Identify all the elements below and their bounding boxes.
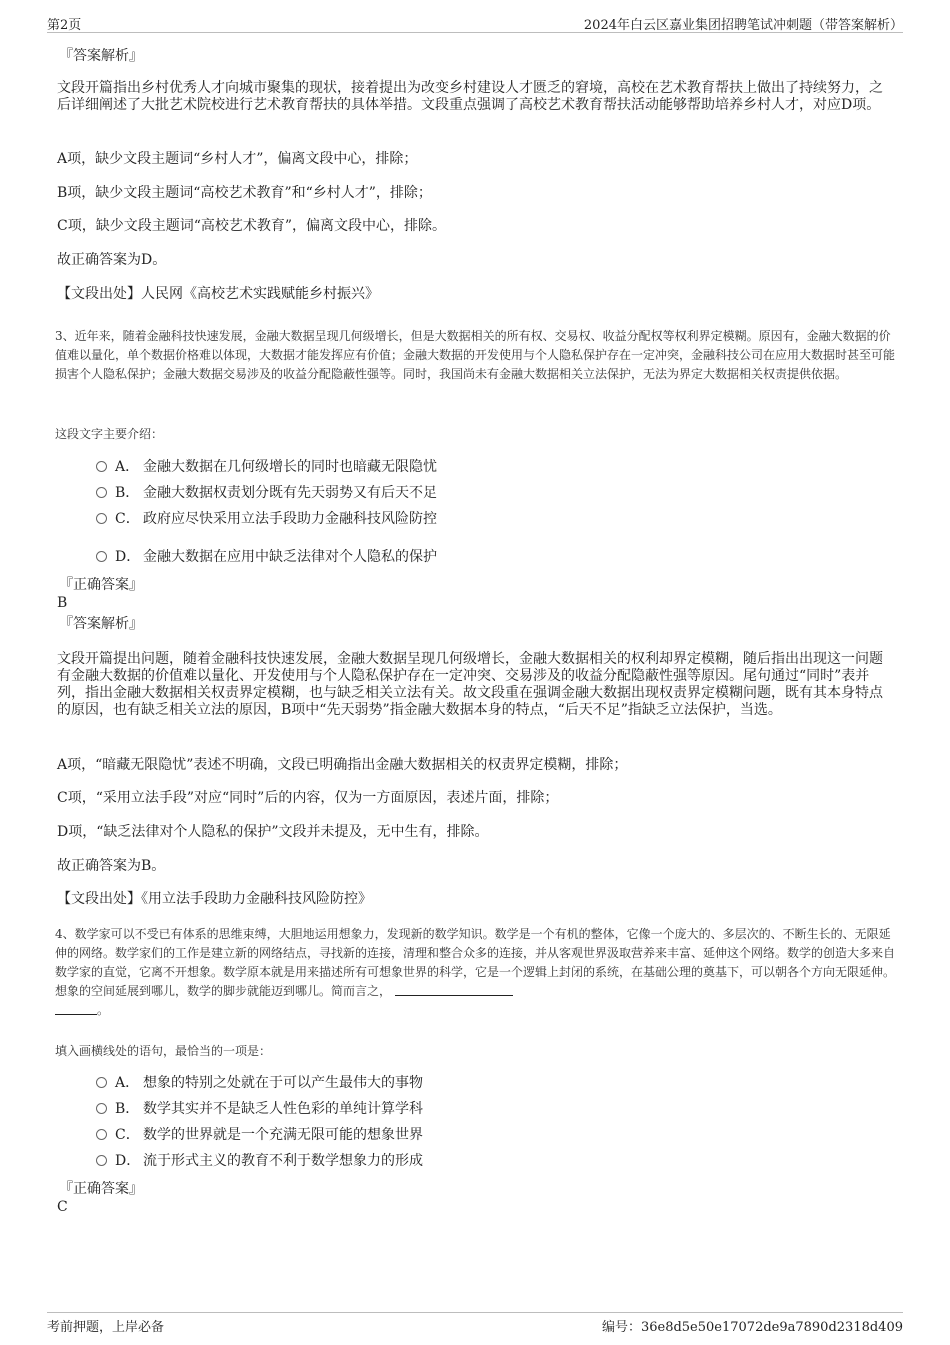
page-footer xyxy=(47,1312,903,1335)
radio-icon[interactable] xyxy=(96,1103,107,1114)
answer-analysis-label: 『答案解析』 xyxy=(59,48,143,64)
question-4-option-b[interactable]: B． 数学其实并不是缺乏人性色彩的单纯计算学科 xyxy=(96,1099,423,1119)
answer-analysis-text: 文段开篇提出问题，随着金融科技快速发展，金融大数据呈现几何级增长，金融大数据相关的权利却界定模糊，随后指出出现这一问题有金融大数据的价值难以量化、开发使用与个人隐私保护存在一定冲突、交易涉及的收益分配隐蔽性强等原因。尾句通过“同时”表并列，指出金融大数据相关权责界定模糊，也与缺乏相关立法有关。故文段重在强调金融大数据出现权责界定模糊问题，既有其本身特点的原因，也有缺乏相关立法的原因，B项中“先天弱势”指金融大数据本身的特点，“后天不足”指缺乏立法保护，当选。 xyxy=(57,651,883,718)
answer-analysis-text: 文段开篇指出乡村优秀人才向城市聚集的现状，接着提出为改变乡村建设人才匮乏的窘境，高校在艺术教育帮扶上做出了持续努力，之后详细阐述了大批艺术院校进行艺术教育帮扶的具体举措。文段重点强调了高校艺术教育帮扶活动能够帮助培养乡村人才，对应D项。 xyxy=(57,80,883,113)
option-c-analysis: C项，“采用立法手段”对应“同时”后的内容，仅为一方面原因，表述片面，排除； xyxy=(57,790,559,806)
question-4-option-c[interactable]: C． 数学的世界就是一个充满无限可能的想象世界 xyxy=(96,1125,423,1145)
question-3-option-b[interactable]: B． 金融大数据权责划分既有先天弱势又有后天不足 xyxy=(96,483,437,503)
correct-answer-label: 『正确答案』 xyxy=(59,577,143,593)
correct-answer: B xyxy=(57,595,68,611)
question-3-option-c[interactable]: C． 政府应尽快采用立法手段助力金融科技风险防控 xyxy=(96,509,437,529)
question-3-option-d[interactable]: D． 金融大数据在应用中缺乏法律对个人隐私的保护 xyxy=(96,547,437,567)
radio-icon[interactable] xyxy=(96,1129,107,1140)
question-4-stem: 4、数学家可以不受已有体系的思维束缚，大胆地运用想象力，发现新的数学知识。数学是一个有机的整体，它像一个庞大的、多层次的、不断生长的、无限延伸的网络。数学家们的工作是建立新的网络结点，寻找新的连接，清理和整合众多的连接，并从客观世界汲取营养来丰富、延伸这个网络。数学的创造大多来自数学家的直觉，它离不开想象。数学原本就是用来描述所有可想象世界的科学，它是一个逻辑上封闭的系统，在基础公理的奠基下，可以朝各个方向无限延伸。想象的空间延展到哪儿，数学的脚步就能迈到哪儿。简而言之， 。 xyxy=(55,927,896,1017)
fill-blank-line xyxy=(395,983,513,996)
question-4-prompt: 填入画横线处的语句，最恰当的一项是： xyxy=(55,1044,272,1058)
radio-icon[interactable] xyxy=(96,551,107,562)
question-3-prompt: 这段文字主要介绍： xyxy=(55,427,164,441)
radio-icon[interactable] xyxy=(96,1077,107,1088)
answer-analysis-label: 『答案解析』 xyxy=(59,616,143,632)
radio-icon[interactable] xyxy=(96,513,107,524)
radio-icon[interactable] xyxy=(96,461,107,472)
correct-answer: C xyxy=(57,1199,68,1215)
radio-icon[interactable] xyxy=(96,487,107,498)
passage-source: 【文段出处】人民网《高校艺术实践赋能乡村振兴》 xyxy=(57,286,379,302)
question-4-option-a[interactable]: A． 想象的特别之处就在于可以产生最伟大的事物 xyxy=(96,1073,423,1093)
document-title: 2024年白云区嘉业集团招聘笔试冲刺题（带答案解析） xyxy=(583,18,903,33)
question-3-stem: 3、近年来，随着金融科技快速发展，金融大数据呈现几何级增长，但是大数据相关的所有权、交易权、收益分配权等权利界定模糊。原因有，金融大数据的价值难以量化，单个数据价格难以体现，大数据才能发挥应有价值；金融大数据的开发使用与个人隐私保护存在一定冲突，金融科技公司在应用大数据时甚至可能损害个人隐私保护；金融大数据交易涉及的收益分配隐蔽性强等。同时，我国尚未有金融大数据相关立法保护，无法为界定大数据相关权责提供依据。 xyxy=(55,329,896,381)
option-a-analysis: A项，缺少文段主题词“乡村人才”，偏离文段中心，排除； xyxy=(57,151,418,167)
option-d-analysis: D项，“缺乏法律对个人隐私的保护”文段并未提及，无中生有，排除。 xyxy=(57,824,489,840)
radio-icon[interactable] xyxy=(96,1155,107,1166)
question-3-option-a[interactable]: A． 金融大数据在几何级增长的同时也暗藏无限隐忧 xyxy=(96,457,437,477)
question-4-option-d[interactable]: D． 流于形式主义的教育不利于数学想象力的形成 xyxy=(96,1151,423,1171)
option-c-analysis: C项，缺少文段主题词“高校艺术教育”，偏离文段中心，排除。 xyxy=(57,218,447,234)
answer-conclusion: 故正确答案为D。 xyxy=(57,252,167,268)
document-code: 编号：36e8d5e50e17072de9a7890d2318d409 xyxy=(601,1320,903,1335)
option-a-analysis: A项，“暗藏无限隐忧”表述不明确，文段已明确指出金融大数据相关的权责界定模糊，排除； xyxy=(57,757,628,773)
page-number: 第2页 xyxy=(47,18,82,33)
footer-slogan: 考前押题，上岸必备 xyxy=(47,1320,165,1335)
correct-answer-label: 『正确答案』 xyxy=(59,1181,143,1197)
page-header xyxy=(47,12,903,33)
option-b-analysis: B项，缺少文段主题词“高校艺术教育”和“乡村人才”，排除； xyxy=(57,185,432,201)
fill-blank-line xyxy=(55,1002,97,1015)
passage-source: 【文段出处】《用立法手段助力金融科技风险防控》 xyxy=(57,891,372,907)
answer-conclusion: 故正确答案为B。 xyxy=(57,858,166,874)
